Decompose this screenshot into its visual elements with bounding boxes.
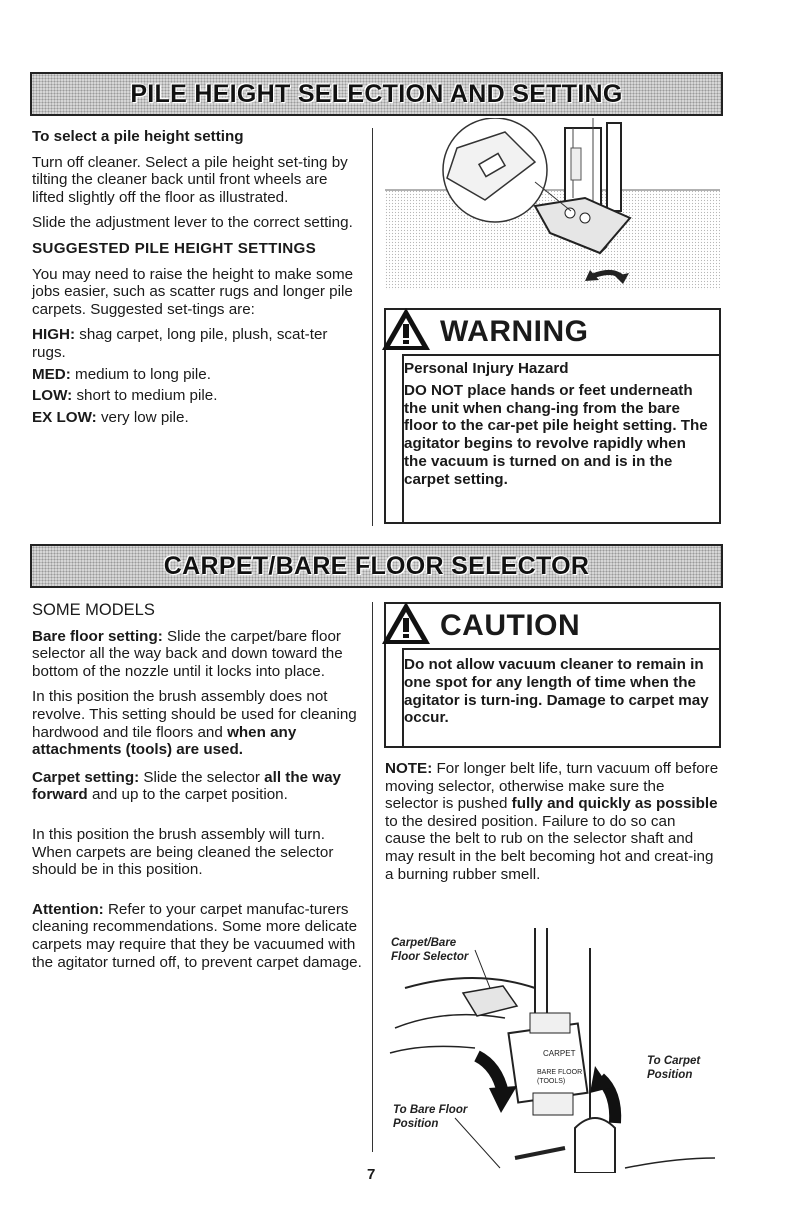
warning-triangle-icon [380, 306, 432, 352]
caption-carpet-line2: Position [647, 1069, 693, 1081]
vacuum-body [565, 128, 601, 208]
warning-box [384, 308, 721, 524]
warning-subtitle: Personal Injury Hazard [404, 360, 569, 377]
section-banner-carpet-bare [30, 544, 723, 588]
section-title: PILE HEIGHT SELECTION AND SETTING [130, 79, 623, 108]
caption-selector-line1: Carpet/Bare [391, 937, 457, 949]
note-bold: fully and quickly as possible [511, 795, 718, 813]
section-banner-pile-height [30, 72, 723, 116]
note-paragraph [385, 760, 720, 883]
attention-paragraph [32, 901, 362, 971]
note-text: For longer belt life, turn vacuum off before moving selector, otherwise make sure the selector is pushed [385, 760, 719, 813]
selector-decal-housing [508, 1023, 587, 1102]
caution-triangle-icon [380, 600, 432, 646]
caution-header [386, 604, 719, 648]
caution-title: CAUTION [440, 609, 581, 642]
turn-paragraph: In this position the brush assembly will turn. When carpets are being cleaned the selector should be in this position. [32, 825, 334, 879]
setting-label: EX LOW: [32, 408, 97, 426]
setting-text: shag carpet, long pile, plush, scat-ter rugs. [32, 326, 328, 361]
selector-lever [463, 986, 517, 1016]
carpet-paragraph [32, 769, 362, 804]
paragraph: You may need to raise the height to make some jobs easier, such as scatter rugs and longer pile carpets. Suggested set-tings are: [32, 265, 354, 318]
setting-high [32, 326, 360, 361]
setting-med [32, 366, 360, 384]
decal-carpet-text: CARPET [543, 1049, 576, 1058]
caution-body [404, 656, 709, 731]
attention-label: Attention: [32, 900, 104, 918]
decal-bare-text: BARE FLOOR [537, 1069, 583, 1076]
note-column [385, 760, 720, 891]
decal-tools-text: (TOOLS) [537, 1078, 566, 1085]
pile-height-text-column [32, 128, 360, 430]
caption-bare-line1: To Bare Floor [393, 1104, 468, 1116]
pile-height-illustration [385, 118, 720, 298]
bare-floor-label: Bare floor setting: [32, 627, 163, 645]
position-text: In this position the brush assembly does not revolve. This setting should be used for cleaning hardwood and tile floors and [32, 688, 357, 741]
wheel [575, 1118, 615, 1173]
column-divider [372, 602, 373, 1152]
attention-text: Refer to your carpet manufac-turers cleaning recommendations. Some more delicate carpets may require that they be vacuumed with the agitator turned off, to prevent carpet damage. [32, 900, 362, 971]
setting-label: LOW: [32, 387, 73, 405]
setting-low [32, 387, 360, 405]
setting-label: HIGH: [32, 326, 76, 344]
note-label: NOTE: [385, 760, 433, 777]
column-divider [372, 128, 373, 526]
warning-text: DO NOT place hands or feet underneath the unit when chang-ing from the bare floor to the car-pet pile height setting. The agitator begins to revolve rapidly when the vacuum is turned on and is in the carpet setting. [404, 381, 708, 488]
note-text: to the desired position. Failure to do so can cause the belt to rub on the selector shaft and may result in the belt becoming hot and creat-ing a burning rubber smell. [385, 812, 714, 883]
warning-rule [402, 354, 719, 356]
warning-body [404, 360, 709, 493]
caution-text: Do not allow vacuum cleaner to remain in one spot for any length of time when the agitator is turn-ing. Damage to carpet may occur. [404, 656, 709, 727]
caption-selector-line2: Floor Selector [391, 951, 469, 963]
caption-bare-line2: Position [393, 1118, 439, 1130]
selector-text-column [32, 602, 362, 979]
setting-ex-low [32, 409, 360, 427]
carpet-label: Carpet setting: [32, 768, 140, 786]
warning-title: WARNING [440, 315, 589, 348]
setting-text: short to medium pile. [76, 387, 218, 405]
position-bold: when any attachments (tools) are used. [32, 723, 297, 759]
carpet-text: and up to the carpet position. [91, 786, 288, 804]
selector-illustration [385, 928, 720, 1173]
settings-heading: SUGGESTED PILE HEIGHT SETTINGS [32, 239, 317, 257]
setting-text: medium to long pile. [75, 365, 211, 383]
paragraph: Turn off cleaner. Select a pile height set-ting by tilting the cleaner back until front wheels are lifted slightly off the floor as illustrated. [32, 153, 348, 206]
caution-rule [402, 648, 719, 650]
bare-floor-paragraph [32, 628, 362, 681]
carpet-bold: all the way forward [32, 768, 341, 804]
warning-header [386, 310, 719, 354]
models-label: SOME MODELS [32, 601, 155, 619]
caution-box [384, 602, 721, 748]
subheading: To select a pile height setting [32, 128, 244, 145]
caption-carpet-line1: To Carpet [647, 1055, 701, 1067]
section-title: CARPET/BARE FLOOR SELECTOR [163, 551, 590, 580]
carpet-text: Slide the selector [143, 768, 260, 786]
setting-label: MED: [32, 365, 71, 383]
bare-floor-text: Slide the carpet/bare floor selector all the way back and down toward the bottom of the nozzle until it locks into place. [32, 627, 343, 680]
setting-text: very low pile. [100, 408, 189, 426]
paragraph: Slide the adjustment lever to the correct setting. [32, 214, 353, 232]
position-paragraph [32, 688, 362, 758]
page-number: 7 [367, 1166, 376, 1183]
